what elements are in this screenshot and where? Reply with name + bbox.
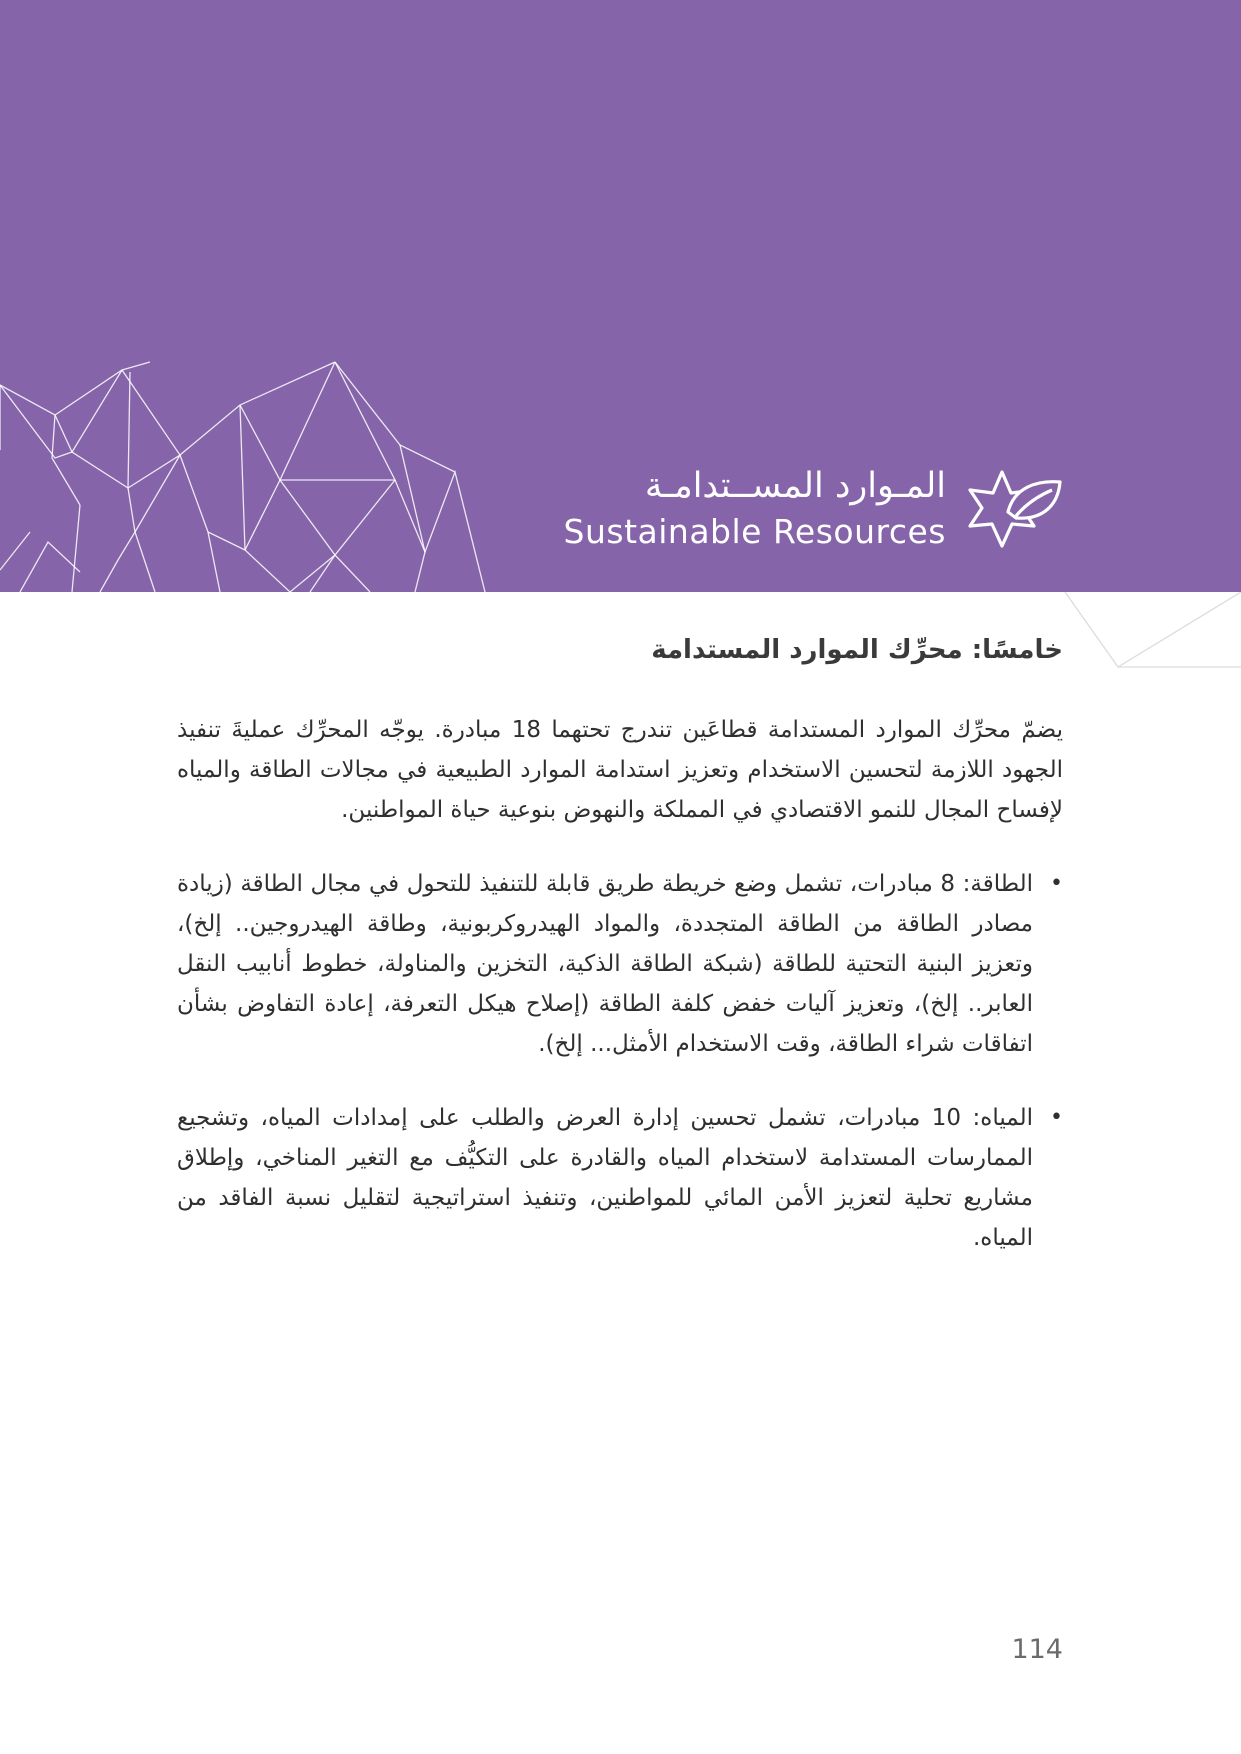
list-item: [177, 1098, 1063, 1258]
bullet-marker: •: [1050, 871, 1063, 896]
list-item-text: الطاقة: 8 مبادرات، تشمل وضع خريطة طريق قابلة للتنفيذ للتحول في مجال الطاقة (زيادة مصادر الطاقة من الطاقة المتجددة، والمواد الهيدروكربونية، وطاقة الهيدروجين.. إلخ)، وتعزيز البنية التحتية للطاقة (شبكة الطاقة الذكية، التخزين والمناولة، خطوط أنابيب النقل العابر.. إلخ)، وتعزيز آليات خفض كلفة الطاقة (إصلاح هيكل التعرفة، إعادة التفاوض بشأن اتفاقات شراء الطاقة، وقت الاستخدام الأمثل... إلخ).: [177, 871, 1033, 1057]
section-title-arabic: المـوارد المســتدامـة: [644, 466, 946, 506]
initiatives-list: [177, 864, 1063, 1258]
intro-paragraph: يضمّ محرِّك الموارد المستدامة قطاعَين تندرج تحتهما 18 مبادرة. يوجّه المحرِّك عمليةَ تنفيذ الجهود اللازمة لتحسين الاستخدام وتعزيز استدامة الموارد الطبيعية في مجالات الطاقة والمياه لإفساح المجال للنمو الاقتصادي في المملكة والنهوض بنوعية حياة المواطنين.: [177, 717, 1064, 823]
list-item: [177, 864, 1063, 1064]
body-content: [177, 710, 1063, 1292]
star-leaf-icon: [962, 466, 1066, 556]
header-banner: [0, 0, 1241, 592]
section-title-english: Sustainable Resources: [563, 512, 946, 551]
page-heading: خامسًا: محرِّك الموارد المستدامة: [651, 635, 1063, 665]
section-title: [564, 462, 946, 554]
bullet-marker: •: [1050, 1105, 1063, 1130]
geometric-pattern: [0, 360, 500, 592]
corner-pattern: [1050, 592, 1241, 672]
page-number: 114: [1011, 1634, 1063, 1665]
list-item-text: المياه: 10 مبادرات، تشمل تحسين إدارة العرض والطلب على إمدادات المياه، وتشجيع الممارسات المستدامة لاستخدام المياه والقادرة على التكيُّف مع التغير المناخي، وإطلاق مشاريع تحلية لتعزيز الأمن المائي للمواطنين، وتنفيذ استراتيجية لتقليل نسبة الفاقد من المياه.: [177, 1105, 1034, 1251]
